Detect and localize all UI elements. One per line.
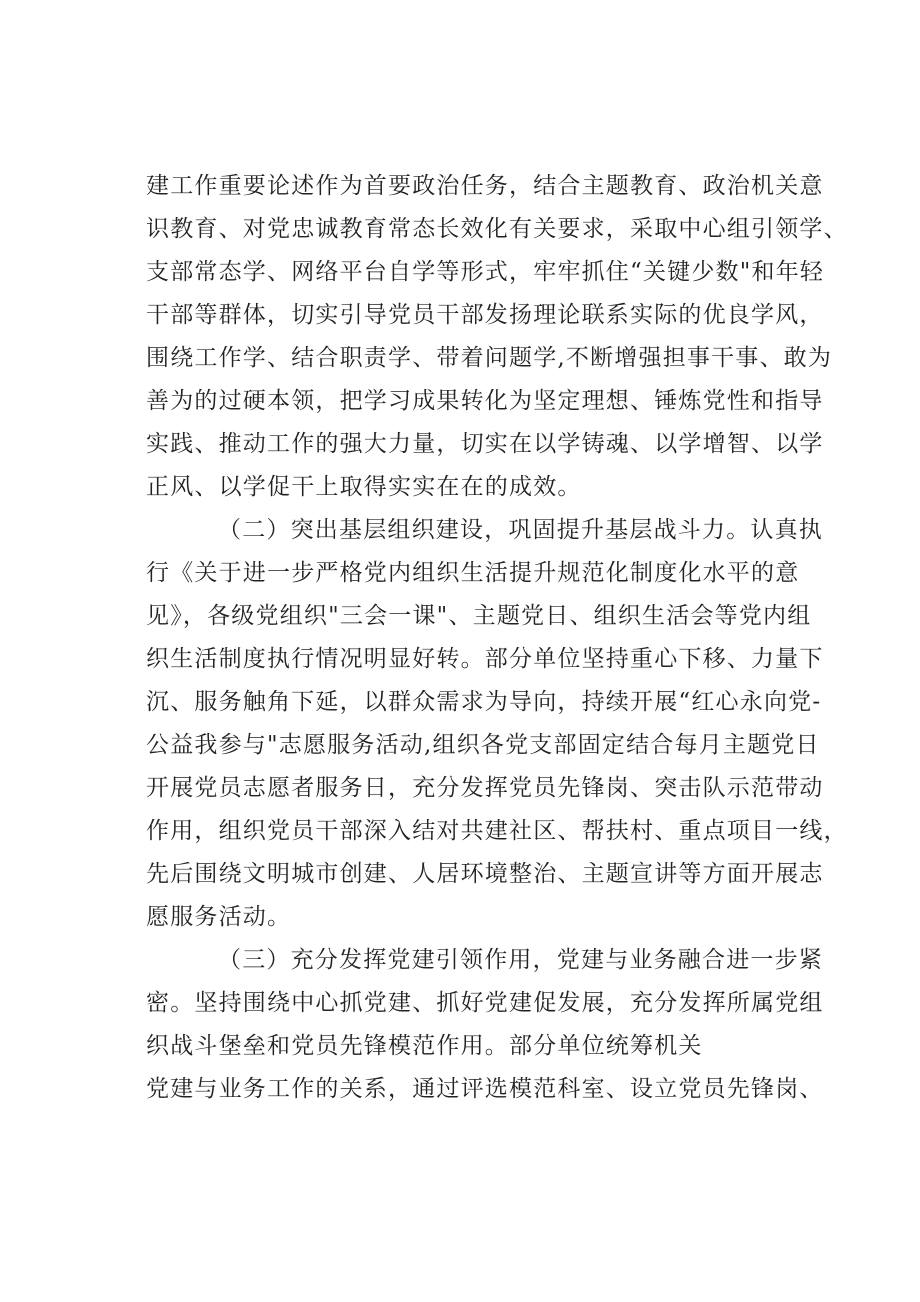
text-line: 密。坚持围绕中心抓党建、抓好党建促发展，充分发挥所属党组 (146, 990, 824, 1016)
text-line: 围绕工作学、结合职责学、带着问题学,不断增强担事干事、敢为 (146, 345, 833, 371)
text-line: 沉、服务触角下延，以群众需求为导向，持续开展“红心永向党- (146, 689, 822, 715)
text-line: 作用，组织党员干部深入结对共建社区、帮扶村、重点项目一线， (146, 818, 848, 844)
text-line: 愿服务活动。 (146, 904, 292, 930)
text-line: 党建与业务工作的关系，通过评选模范科室、设立党员先锋岗、 (146, 1076, 824, 1102)
text-line: 建工作重要论述作为首要政治任务，结合主题教育、政治机关意 (146, 173, 824, 199)
text-line: 识教育、对党忠诚教育常态长效化有关要求，采取中心组引领学、 (146, 216, 848, 242)
text-line: 见》，各级党组织"三会一课"、主题党日、组织生活会等党内组 (146, 603, 812, 629)
text-line: 开展党员志愿者服务日，充分发挥党员先锋岗、突击队示范带动 (146, 775, 824, 801)
text-line: 织生活制度执行情况明显好转。部分单位坚持重心下移、力量下 (146, 646, 824, 672)
text-line: 公益我参与"志愿服务活动,组织各党支部固定结合每月主题党日 (146, 732, 820, 758)
section-heading-line: （二）突出基层组织建设，巩固提升基层战斗力。认真执 (218, 517, 823, 543)
text-line: 先后围绕文明城市创建、人居环境整治、主题宣讲等方面开展志 (146, 861, 824, 887)
text-line: 干部等群体，切实引导党员干部发扬理论联系实际的优良学风， (146, 302, 824, 328)
text-line: 行《关于进一步严格党内组织生活提升规范化制度化水平的意 (146, 560, 800, 586)
text-line: 实践、推动工作的强大力量，切实在以学铸魂、以学增智、以学 (146, 431, 824, 457)
section-heading-line: （三）充分发挥党建引领作用，党建与业务融合进一步紧 (218, 947, 823, 973)
text-line: 支部常态学、网络平台自学等形式，牢牢抓住“关键少数"和年轻 (146, 259, 825, 285)
text-line: 织战斗堡垒和党员先锋模范作用。部分单位统筹机关 (146, 1033, 703, 1059)
text-line: 善为的过硬本领，把学习成果转化为坚定理想、锤炼党性和指导 (146, 388, 824, 414)
text-line: 正风、以学促干上取得实实在在的成效。 (146, 474, 582, 500)
